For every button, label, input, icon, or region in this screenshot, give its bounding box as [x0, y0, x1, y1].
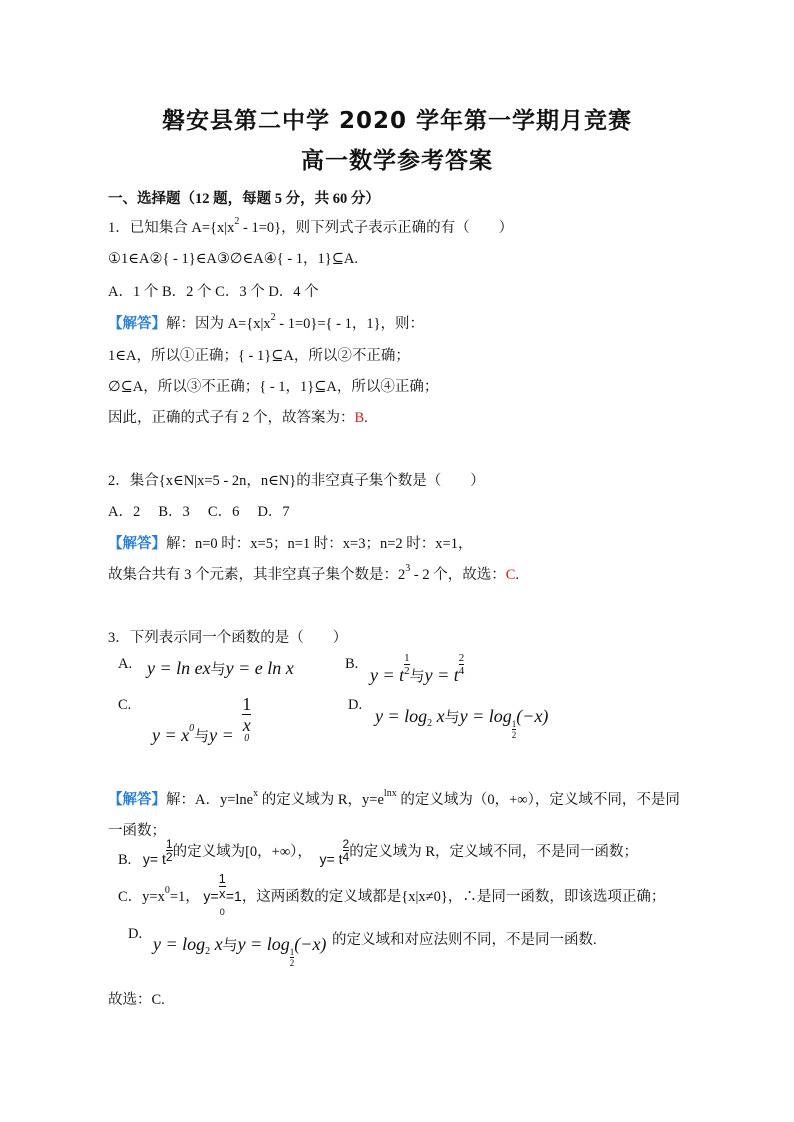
q3-solution-d-label: D. — [128, 926, 143, 942]
q2-solution-line2: 故集合共有 3 个元素，其非空真子集个数是：$2^3 - 2$ 个，故选：C. — [108, 563, 520, 583]
q2-options: A．2 B．3 C．6 D．7 — [108, 504, 290, 520]
jieda-tag: 【解答】 — [108, 536, 166, 552]
jieda-tag: 【解答】 — [108, 792, 166, 808]
q3-option-a-formula: y = ln ex与y = e ln x — [147, 658, 294, 678]
q3-solution-a-cont: 一函数； — [108, 823, 166, 839]
q3-option-b-label: B. — [345, 656, 359, 672]
page-subtitle: 高一数学参考答案 — [301, 148, 493, 174]
q3-option-c-label: C. — [118, 697, 132, 713]
q3-final-answer: 故选：C. — [108, 992, 165, 1008]
q2-stem: 2．集合{x∈N|x=5 - 2n，n∈N}的非空真子集个数是（ ） — [108, 473, 485, 489]
q1-answer: B — [354, 410, 365, 426]
q3-option-b-formula: y = t $\frac{1}{2}$ $_与$y = t $\frac{2}{4}$ — [370, 652, 465, 685]
q1-solution-line3: ∅⊆A，所以③不正确；{ - 1，1}⊆A，所以④正确； — [108, 379, 439, 395]
q3-option-c-formula: $y = x0_与y$ = 1 x 0 — [152, 694, 251, 755]
q1-stem: 1．已知集合 $A=\{x|x^2 - 1=0\}$，则下列式子表示正确的有（ ） — [108, 216, 514, 236]
q3-solution-d-text: 的定义域和对应法则不同，不是同一函数. — [332, 932, 597, 948]
q3-option-d-formula: $y = \log_2 x$与y = log $\frac{1}{2}$ (−x) — [375, 706, 549, 741]
jieda-tag: 【解答】 — [108, 316, 166, 332]
q2-solution-line1: 【解答】解：n=0 时：x=5；n=1 时：x=3；n=2 时：x=1， — [108, 536, 473, 552]
q1-solution-line4: 因此，正确的式子有 2 个，故答案为：B. — [108, 410, 368, 426]
q1-options: A．1 个 B．2 个 C．3 个 D．4 个 — [108, 284, 319, 300]
q1-solution-line1: 【解答】解：因为 $A=\{x|x^2 - 1=0\}=\{ - 1$，1}，则： — [108, 312, 425, 332]
q3-option-a-label: A. — [118, 656, 133, 672]
q3-solution-d-formula: $y = \log_2 x$与y = log $\frac{1}{2}$ (−x) — [153, 934, 327, 969]
section-heading: 一、选择题（12 题，每题 5 分，共 60 分） — [108, 191, 380, 207]
q3-solution-b: B. y= t $\frac{1}{2}$ 的定义域为[0，+∞）， y= t $\frac{2}{4}$ 的定义域为 R，定义域不同，不是同一函数； — [118, 837, 638, 868]
q3-solution-a: 【解答】解：A．y=lne$^x$ 的定义域为 R，$y=e^{lnx}$ 的定义域为（0，+∞），定义域不同，不是同 — [108, 788, 680, 808]
q3-stem: 3．下列表示同一个函数的是（ ） — [108, 630, 348, 646]
q1-items: ①1∈A②{ - 1}∈A③∅∈A④{ - 1，1}⊆A. — [108, 251, 358, 267]
q3-solution-c: C．$y=x^0=1$， y= 1 x 0 =1，这两函数的定义域都是{x|x≠0}，∴是同一函数，即该选项正确； — [118, 871, 666, 917]
q2-answer: C — [505, 567, 516, 583]
page-title: 磐安县第二中学 2020 学年第一学期月竞赛 — [161, 108, 633, 134]
q3-option-d-label: D. — [348, 697, 363, 713]
q1-solution-line2: 1∈A，所以①正确；{ - 1}⊆A，所以②不正确； — [108, 348, 410, 364]
